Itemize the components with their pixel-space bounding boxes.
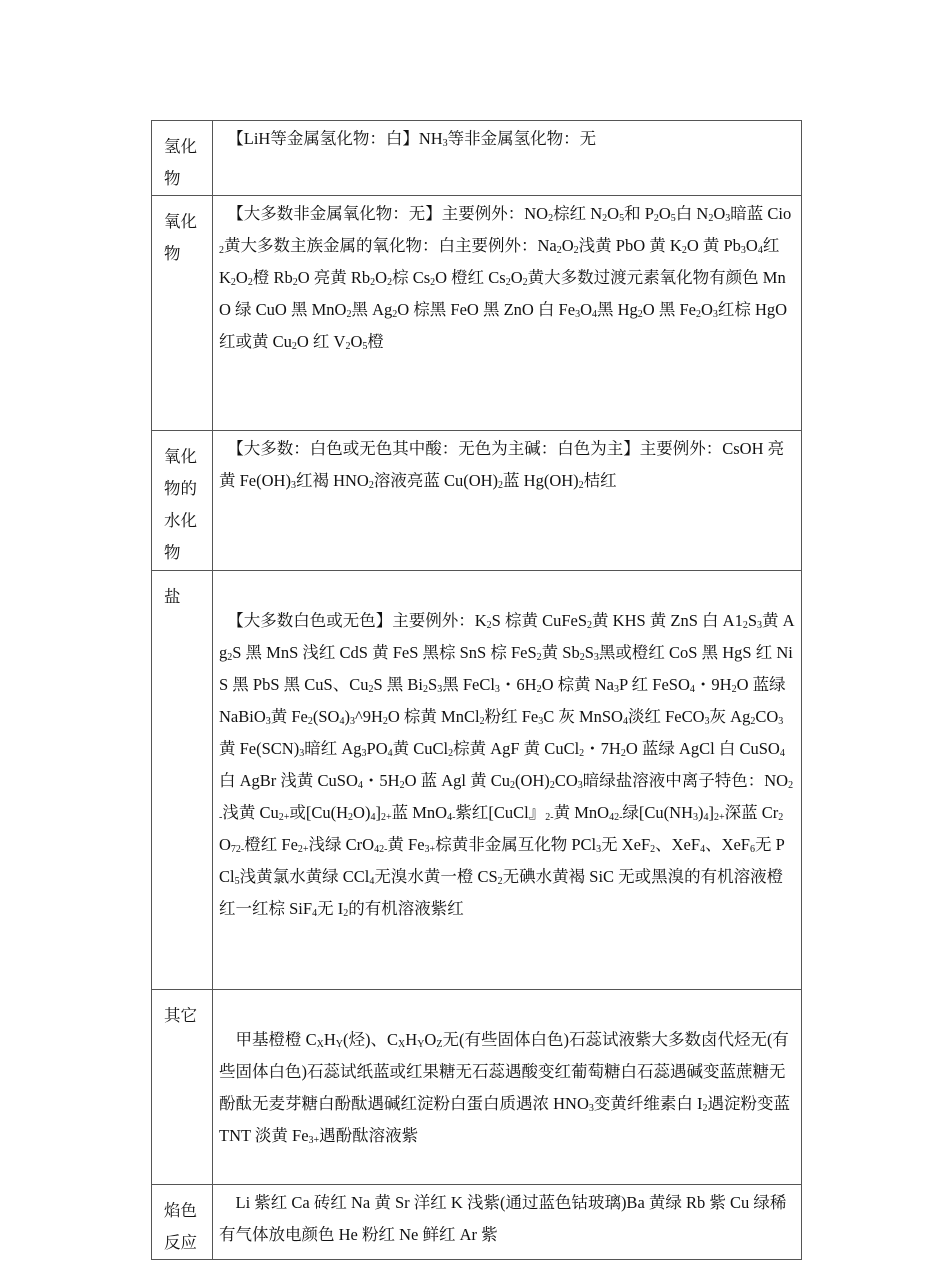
category-label: 焰色反应	[152, 1185, 213, 1260]
content-text: 【大多数非金属氧化物：无】主要例外：$NO_2$棕红 $N_2O_5$和 $P_2O_5$白 $N_2O_3$暗蓝 Cio$_2$黄大多数主族金属的氧化物：白主要例外：$Na_2O_2$浅黄 PbO 黄 $K_2O$ 黄 $Pb_3O_4$红 $K_2O_2$橙 $Rb_2O$ 亮黄 $Rb_2O_2$棕 $Cs_2O$ 橙红 $Cs_2O_2$黄大多数过渡元素氧化物有颜色 MnO 绿 CuO 黑 MnO$_2$黑 $Ag_2O$ 棕黑 FeO 黑 ZnO 白 $Fe_3O_4$黑 $Hg_2O$ 黑 $Fe_2O_3$红棕 HgO 红或黄 $Cu_2O$ 红 $V_2O_5$橙	[219, 204, 792, 352]
table-row-hydroxide	[152, 431, 802, 571]
content-text: 甲基橙橙 $C_XH_Y$(烃)、$C_XH_YO_Z$无(有些固体白色)石蕊试液紫大多数卤代烃无(有些固体白色)石蕊试纸蓝或红果糖无石蕊遇酸变红葡萄糖白石蕊遇碱变蓝蔗糖无酚酞无麦芽糖白酚酞遇碱红淀粉白蛋白质遇浓 $HNO_3$变黄纤维素白 $I_2$遇淀粉变蓝 TNT 淡黄 $Fe_{3+}$遇酚酞溶液紫	[219, 1030, 790, 1146]
row-content	[213, 1185, 802, 1260]
row-content	[213, 121, 802, 196]
content-text: 【大多数：白色或无色其中酸：无色为主碱：白色为主】主要例外：CsOH 亮黄 $Fe(OH)_3$红褐 $HNO_2$溶液亮蓝 $Cu(OH)_2$蓝 $Hg(OH)_2$桔红	[219, 439, 785, 491]
category-label: 盐	[152, 571, 213, 990]
content-text: Li 紫红 Ca 砖红 Na 黄 Sr 洋红 K 浅紫(通过蓝色钴玻璃)Ba 黄绿 Rb 紫 Cu 绿稀有气体放电颜色 He 粉红 Ne 鲜红 Ar 紫	[219, 1193, 787, 1244]
category-label: 氧化物	[152, 196, 213, 431]
row-content	[213, 990, 802, 1185]
row-content	[213, 571, 802, 990]
category-label: 其它	[152, 990, 213, 1185]
table-row-other	[152, 990, 802, 1185]
content-text: 【大多数白色或无色】主要例外：$K_2S$ 棕黄 CuFeS$_2$黄 KHS 黄 ZnS 白 $A1_2S_3$黄 $Ag_2S$ 黑 MnS 浅红 CdS 黄 FeS 黑棕 SnS 棕 FeS$_2$黄 $Sb_2S_3$黑或橙红 CoS 黑 HgS 红 NiS 黑 PbS 黑 CuS、$Cu_2S$ 黑 $Bi_2S_3$黑 FeCl$_3$・$6H_2O$ 棕黄 $Na_3P$ 红 FeSO$_4$・$9H_2O$ 蓝绿 NaBiO$_3$黄 $Fe_2(SO_4)_3\^{}9H_2O$ 棕黄 MnCl$_2$粉红 $Fe_3C$ 灰 MnSO$_4$淡红 FeCO$_3$灰 $Ag_2CO_3$黄 $Fe(SCN)_3$暗红 $Ag_3PO_4$黄 CuCl$_2$棕黄 AgF 黄 CuCl$_2$・$7H_2O$ 蓝绿 AgCl 白 CuSO$_4$白 AgBr 浅黄 CuSO$_4$・$5H_2O$ 蓝 Agl 黄 $Cu_2(OH)_2CO_3$暗绿盐溶液中离子特色：$NO_{2-}$浅黄 $Cu_{2+}$或$[Cu(H_2O)_4]_{2+}$蓝 MnO$_{4-}$紫红[CuCl』$_{2-}$黄 MnO$_{42-}$绿$[Cu(NH_3)_4]_{2+}$深蓝 $Cr_2O_{72-}$橙红 $Fe_{2+}$浅绿 CrO$_{42-}$黄 $Fe_{3+}$棕黄非金属互化物 PCl$_3$无 XeF$_2$、XeF$_4$、XeF$_6$无 PCl$_5$浅黄氯水黄绿 CCl$_4$无溴水黄一橙 $CS_2$无碘水黄褐 SiC 无或黑溴的有机溶液橙红一红棕 SiF$_4$无 $I_2$的有机溶液紫红	[219, 611, 795, 919]
color-reference-table	[151, 120, 802, 1260]
row-content	[213, 431, 802, 571]
content-text: 【LiH等金属氢化物：白】$NH_3$等非金属氢化物：无	[219, 129, 597, 149]
table-row-oxide	[152, 196, 802, 431]
row-content	[213, 196, 802, 431]
category-label: 氧化物的水化物	[152, 431, 213, 571]
table-row-flame-test	[152, 1185, 802, 1260]
table-row-hydride	[152, 121, 802, 196]
table-row-salt	[152, 571, 802, 990]
category-label: 氢化物	[152, 121, 213, 196]
